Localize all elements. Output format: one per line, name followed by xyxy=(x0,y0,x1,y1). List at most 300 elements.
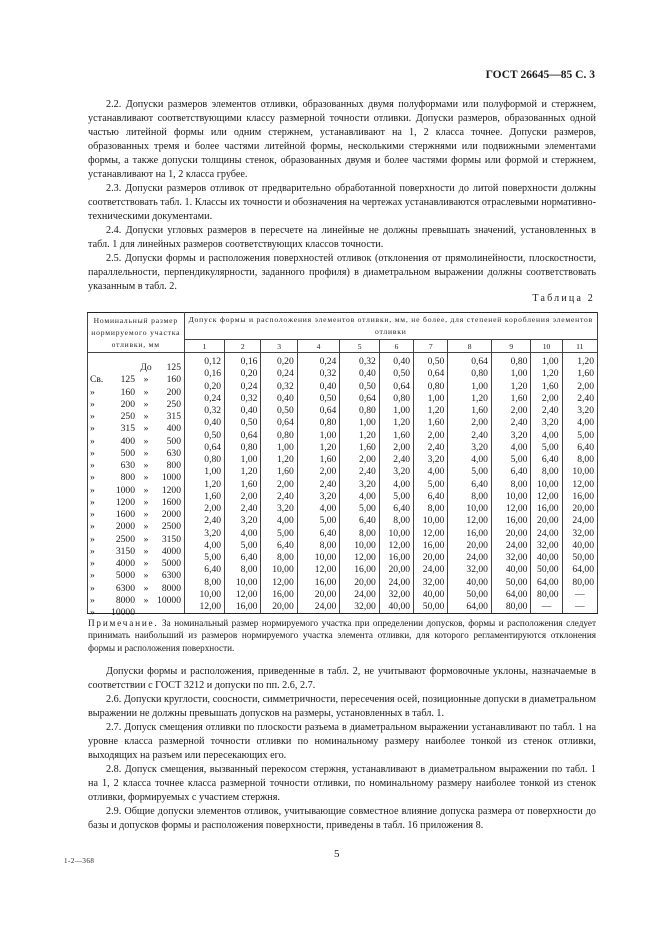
tolerance-value: 20,00 xyxy=(448,540,492,552)
tolerance-value: 20,00 xyxy=(414,552,448,564)
tolerance-value: 1,00 xyxy=(225,454,261,466)
tolerance-value: 3,20 xyxy=(340,479,379,491)
header-tolerance: Допуск формы и расположения элементов отливки, мм, не более, для степеней коробления элементов отливки xyxy=(184,313,597,340)
tolerance-value: 8,00 xyxy=(562,454,597,466)
tolerance-value: 0,50 xyxy=(340,381,379,393)
tolerance-value: 0,80 xyxy=(297,417,340,429)
tolerance-value: 0,80 xyxy=(184,454,225,466)
tolerance-value: 2,40 xyxy=(261,491,297,503)
size-range-cell xyxy=(88,503,185,521)
tolerance-value: 40,00 xyxy=(531,552,562,564)
tolerance-value: 2,00 xyxy=(340,454,379,466)
tolerance-value: 2,40 xyxy=(448,430,492,442)
tolerance-value: — xyxy=(562,601,597,614)
footer-code: 1-2—368 xyxy=(64,857,95,865)
tolerance-value: 10,00 xyxy=(448,503,492,515)
tolerance-value: 0,32 xyxy=(261,381,297,393)
tolerance-value: 0,50 xyxy=(184,430,225,442)
tolerance-value: 6,40 xyxy=(184,564,225,576)
tolerance-value: 16,00 xyxy=(531,503,562,515)
tolerance-value: 1,20 xyxy=(379,417,413,429)
table-row xyxy=(88,430,598,442)
tolerance-value: 16,00 xyxy=(562,491,597,503)
tolerance-value: 24,00 xyxy=(491,540,530,552)
tolerance-value: 3,20 xyxy=(531,417,562,429)
document-header: ГОСТ 26645—85 С. 3 xyxy=(485,69,595,81)
range-to: 4000 xyxy=(161,545,181,557)
tolerance-value: 2,40 xyxy=(297,479,340,491)
range-prefix: » xyxy=(90,460,95,472)
tolerance-value: 1,00 xyxy=(448,381,492,393)
paragraph-2-6: 2.6. Допуски круглости, соосности, симметричности, пересечения осей, позиционные допуски в диаметральном выражении не должны превышать допусков на размеры, установленных в табл. 1. xyxy=(88,694,596,719)
tolerance-value: 2,40 xyxy=(184,515,225,527)
tolerance-value: 12,00 xyxy=(531,491,562,503)
tolerance-value: 1,00 xyxy=(531,353,562,369)
range-from: 4000 xyxy=(115,558,135,570)
tolerance-value: 64,00 xyxy=(448,601,492,614)
tolerance-value: 50,00 xyxy=(414,601,448,614)
tolerance-value: 1,00 xyxy=(261,442,297,454)
tolerance-value: 2,00 xyxy=(379,442,413,454)
range-prefix: » xyxy=(90,533,95,545)
tolerance-value: 20,00 xyxy=(531,515,562,527)
tolerance-value: 0,80 xyxy=(225,442,261,454)
tolerance-value: 24,00 xyxy=(531,528,562,540)
range-prefix-to: » xyxy=(143,411,149,423)
tolerance-value: 6,40 xyxy=(448,479,492,491)
tolerance-value: 32,00 xyxy=(379,589,413,601)
tolerance-value: 1,20 xyxy=(414,405,448,417)
tolerance-value: 24,00 xyxy=(297,601,340,614)
tolerance-value: 10,00 xyxy=(225,577,261,589)
range-prefix-to: » xyxy=(143,509,149,521)
range-prefix-to: » xyxy=(143,386,149,398)
size-range-cell xyxy=(88,479,185,496)
size-range-cell xyxy=(88,353,185,374)
tolerance-value: 0,64 xyxy=(184,442,225,454)
tolerance-value: 4,00 xyxy=(184,540,225,552)
tolerance-value: 24,00 xyxy=(414,564,448,576)
tolerance-value: 2,40 xyxy=(531,405,562,417)
note-text: За номинальный размер нормируемого участка при определении допусков, формы и расположения следует принимать наибольший из размеров нормируемого участка элемента отливки, для которого регламентируются отклонения формы и расположения поверхности. xyxy=(88,618,596,653)
tolerance-value: 20,00 xyxy=(340,577,379,589)
tolerance-value: 12,00 xyxy=(379,540,413,552)
range-prefix-to: » xyxy=(143,398,149,410)
page-number: 5 xyxy=(334,848,340,860)
tolerance-value: 1,20 xyxy=(448,393,492,405)
table-row xyxy=(88,405,598,417)
range-to: 800 xyxy=(166,460,181,472)
tolerance-value: 12,00 xyxy=(562,479,597,491)
tolerance-value: 0,64 xyxy=(340,393,379,405)
range-prefix: » xyxy=(90,607,95,619)
tolerance-value: 6,40 xyxy=(379,503,413,515)
size-range-cell xyxy=(88,601,185,619)
tolerance-value: 4,00 xyxy=(491,442,530,454)
tolerance-value: 0,80 xyxy=(448,368,492,380)
tolerance-value: 1,20 xyxy=(184,479,225,491)
tolerance-value: 24,00 xyxy=(340,589,379,601)
tolerance-value: 0,16 xyxy=(225,353,261,369)
tolerance-value: 2,00 xyxy=(562,381,597,393)
tolerance-value: 0,20 xyxy=(261,353,297,369)
degree-header: 10 xyxy=(531,340,562,353)
tolerance-value: 1,60 xyxy=(448,405,492,417)
tolerance-value: 64,00 xyxy=(531,577,562,589)
tolerance-value: 10,00 xyxy=(531,479,562,491)
tolerance-value: 1,00 xyxy=(340,417,379,429)
degree-header: 3 xyxy=(261,340,297,353)
tolerance-value: 0,80 xyxy=(414,381,448,393)
range-to: 250 xyxy=(166,398,181,410)
range-from: 160 xyxy=(120,386,135,398)
range-to: 1200 xyxy=(161,484,181,496)
table-row xyxy=(88,442,598,454)
range-from: 8000 xyxy=(115,594,135,606)
range-prefix: » xyxy=(90,447,95,459)
size-range-cell xyxy=(88,552,185,570)
degree-header: 9 xyxy=(491,340,530,353)
tolerance-value: 0,40 xyxy=(297,381,340,393)
tolerance-value: 2,40 xyxy=(562,393,597,405)
table-row xyxy=(88,393,598,405)
table-row xyxy=(88,552,598,564)
size-range-cell xyxy=(88,442,185,459)
tolerance-value: 64,00 xyxy=(491,589,530,601)
tolerance-value: 2,00 xyxy=(448,417,492,429)
tolerance-value: 2,40 xyxy=(414,442,448,454)
tolerance-value: 0,80 xyxy=(261,430,297,442)
tolerance-value: 40,00 xyxy=(448,577,492,589)
tolerance-value: 0,50 xyxy=(297,393,340,405)
tolerance-value: 5,00 xyxy=(261,528,297,540)
tolerance-value: 20,00 xyxy=(562,503,597,515)
range-from: 200 xyxy=(120,398,135,410)
tolerance-value: — xyxy=(562,589,597,601)
tolerance-value: 0,20 xyxy=(184,381,225,393)
range-prefix-to: » xyxy=(143,447,149,459)
tolerance-value: 0,64 xyxy=(379,381,413,393)
range-prefix-to: » xyxy=(143,570,149,582)
tolerance-value: 1,20 xyxy=(225,466,261,478)
tolerance-value: 0,80 xyxy=(340,405,379,417)
tolerance-value: 12,00 xyxy=(491,503,530,515)
tolerance-value: 1,60 xyxy=(379,430,413,442)
tolerance-value: 0,64 xyxy=(297,405,340,417)
tolerance-value: 16,00 xyxy=(414,540,448,552)
tolerance-value: 10,00 xyxy=(379,528,413,540)
table-row xyxy=(88,577,598,589)
table-row xyxy=(88,589,598,601)
tolerance-value: 2,40 xyxy=(340,466,379,478)
range-prefix-to: До xyxy=(140,362,152,374)
tolerance-value: 3,20 xyxy=(261,503,297,515)
note-label: Примечание. xyxy=(88,618,159,628)
tolerance-value: 8,00 xyxy=(414,503,448,515)
table-body xyxy=(88,353,598,619)
tolerance-value: 50,00 xyxy=(491,577,530,589)
degree-header: 1 xyxy=(184,340,225,353)
tolerance-value: 16,00 xyxy=(225,601,261,614)
tolerance-value: 1,00 xyxy=(491,368,530,380)
range-from: 3150 xyxy=(115,545,135,557)
paragraph-2-9: 2.9. Общие допуски элементов отливок, учитывающие совместное влияние допуска размера от поверхности до базы и допусков формы и расположения поверхности, приведены в табл. 16 приложения 8. xyxy=(88,806,596,831)
tolerance-value: 24,00 xyxy=(379,577,413,589)
tolerance-value: 8,00 xyxy=(448,491,492,503)
paragraph-note-forms: Допуски формы и расположения, приведенные в табл. 2, не учитывают формовочные уклоны, назначаемые в соответствии с ГОСТ 3212 и допуски по пп. 2.6, 2.7. xyxy=(88,666,596,691)
tolerance-value: 6,40 xyxy=(562,442,597,454)
tolerance-value: 0,64 xyxy=(448,353,492,369)
range-from: 400 xyxy=(120,435,135,447)
size-range-cell xyxy=(88,540,185,557)
range-from: 315 xyxy=(120,423,135,435)
size-range-cell xyxy=(88,589,185,606)
tolerance-value: 40,00 xyxy=(414,589,448,601)
tolerance-value: 2,00 xyxy=(297,466,340,478)
size-range-cell xyxy=(88,393,185,410)
tolerance-value: 5,00 xyxy=(491,454,530,466)
tolerance-value: 1,20 xyxy=(261,454,297,466)
tolerance-value: 1,60 xyxy=(562,368,597,380)
tolerance-value: 2,00 xyxy=(531,393,562,405)
range-prefix-to: » xyxy=(143,472,149,484)
range-prefix-to: » xyxy=(143,545,149,557)
tolerance-value: 8,00 xyxy=(261,552,297,564)
tolerance-value: 6,40 xyxy=(261,540,297,552)
tolerance-value: 16,00 xyxy=(297,577,340,589)
tolerance-value: 0,32 xyxy=(297,368,340,380)
tolerance-value: 40,00 xyxy=(491,564,530,576)
tolerance-value: 8,00 xyxy=(297,540,340,552)
tolerance-value: 5,00 xyxy=(340,503,379,515)
tolerance-value: 32,00 xyxy=(414,577,448,589)
degree-header: 7 xyxy=(414,340,448,353)
range-from: 10000 xyxy=(111,607,135,619)
size-range-cell xyxy=(88,430,185,447)
tolerance-value: 0,24 xyxy=(261,368,297,380)
tolerance-value: 8,00 xyxy=(340,528,379,540)
table-row xyxy=(88,368,598,380)
range-prefix: Св. xyxy=(90,374,104,386)
header-nominal-size: Номинальный размер нормируемого участка отливки, мм xyxy=(88,313,185,353)
range-from: 1200 xyxy=(115,496,135,508)
paragraph-2-2: 2.2. Допуски размеров элементов отливки, образованных двумя полуформами или полуформой и стержнем, устанавливают соответствующими классу размерной точности отливки. Допуски размеров, образованных одной частью литейной формы или одним стержнем, устанавливают на 1, 2 класса точнее. Допуски размеров, образованных тремя и более частями литейной формы, несколькими стержнями или подвижными элементами формы, а также допуски толщины стенок, образованных двумя и более частями формы или формой и стержнем, устанавливают на 1, 2 класса грубее. xyxy=(88,99,596,180)
tolerance-value: 80,00 xyxy=(562,577,597,589)
tolerance-value: 2,40 xyxy=(225,503,261,515)
tolerance-value: 1,00 xyxy=(379,405,413,417)
tolerance-value: 4,00 xyxy=(531,430,562,442)
tolerance-value: 4,00 xyxy=(261,515,297,527)
range-to: 500 xyxy=(166,435,181,447)
tolerance-value: 6,40 xyxy=(297,528,340,540)
tolerance-value: 1,00 xyxy=(184,466,225,478)
tolerance-value: 5,00 xyxy=(297,515,340,527)
range-to: 1600 xyxy=(161,496,181,508)
tolerance-value: 8,00 xyxy=(225,564,261,576)
tolerance-value: 2,00 xyxy=(261,479,297,491)
tolerance-value: 2,00 xyxy=(184,503,225,515)
range-from: 6300 xyxy=(115,582,135,594)
size-range-cell xyxy=(88,491,185,508)
tolerance-value: 1,20 xyxy=(562,353,597,369)
range-to: 400 xyxy=(166,423,181,435)
tolerance-value: 0,24 xyxy=(225,381,261,393)
tolerance-value: 50,00 xyxy=(531,564,562,576)
range-from: 125 xyxy=(120,374,135,386)
tolerance-value: 0,50 xyxy=(414,353,448,369)
tolerance-value: 16,00 xyxy=(448,528,492,540)
tolerance-value: 64,00 xyxy=(562,564,597,576)
degree-header: 4 xyxy=(297,340,340,353)
size-range-cell xyxy=(88,577,185,594)
tolerance-value: 0,40 xyxy=(261,393,297,405)
tolerance-value: 0,40 xyxy=(225,405,261,417)
tolerance-value: 1,00 xyxy=(297,430,340,442)
tolerance-value: 4,00 xyxy=(562,417,597,429)
tolerance-value: 0,64 xyxy=(225,430,261,442)
tolerance-value: 12,00 xyxy=(297,564,340,576)
tolerance-value: 3,20 xyxy=(297,491,340,503)
tolerance-value: 4,00 xyxy=(340,491,379,503)
tolerance-value: 1,20 xyxy=(340,430,379,442)
tolerance-value: 4,00 xyxy=(297,503,340,515)
tolerance-value: 3,20 xyxy=(562,405,597,417)
range-prefix: » xyxy=(90,423,95,435)
tolerance-value: 6,40 xyxy=(340,515,379,527)
tolerance-value: 10,00 xyxy=(562,466,597,478)
range-prefix-to: » xyxy=(143,521,149,533)
tolerance-value: 6,40 xyxy=(531,454,562,466)
range-to: 8000 xyxy=(161,582,181,594)
tolerance-value: 0,50 xyxy=(225,417,261,429)
tolerance-value: 24,00 xyxy=(562,515,597,527)
table-row xyxy=(88,353,598,369)
range-prefix: » xyxy=(90,545,95,557)
tolerance-value: 16,00 xyxy=(379,552,413,564)
tolerance-value: 2,40 xyxy=(491,417,530,429)
degree-header: 6 xyxy=(379,340,413,353)
range-to: 630 xyxy=(166,447,181,459)
tolerance-value: 10,00 xyxy=(414,515,448,527)
range-from: 500 xyxy=(120,447,135,459)
tolerance-value: 3,20 xyxy=(414,454,448,466)
tolerance-value: 2,40 xyxy=(379,454,413,466)
tolerance-value: 0,50 xyxy=(261,405,297,417)
table-note xyxy=(88,617,596,654)
tolerance-value: 20,00 xyxy=(261,601,297,614)
tolerance-value: 4,00 xyxy=(448,454,492,466)
tolerance-value: 5,00 xyxy=(531,442,562,454)
paragraph-2-4: 2.4. Допуски угловых размеров в пересчете на линейные не должны превышать значений, установленных в табл. 1 для линейных размеров соответствующих классов точности. xyxy=(88,225,596,250)
tolerance-value: 1,20 xyxy=(491,381,530,393)
size-range-cell xyxy=(88,381,185,398)
range-from: 1000 xyxy=(115,484,135,496)
tolerance-value: 80,00 xyxy=(491,601,530,614)
tolerance-value: 1,60 xyxy=(184,491,225,503)
range-prefix-to: » xyxy=(143,484,149,496)
range-from: 5000 xyxy=(115,570,135,582)
tolerance-value: 1,20 xyxy=(297,442,340,454)
range-prefix: » xyxy=(90,435,95,447)
tolerance-value: — xyxy=(531,601,562,614)
tolerance-value: 6,40 xyxy=(491,466,530,478)
tolerance-value: 10,00 xyxy=(297,552,340,564)
range-to: 3150 xyxy=(161,533,181,545)
tolerance-value: 1,60 xyxy=(491,393,530,405)
table-row xyxy=(88,491,598,503)
range-prefix: » xyxy=(90,386,95,398)
tolerance-value: 0,20 xyxy=(225,368,261,380)
tolerance-value: 0,12 xyxy=(184,353,225,369)
tolerance-value: 24,00 xyxy=(448,552,492,564)
range-prefix: » xyxy=(90,570,95,582)
tolerance-value: 6,40 xyxy=(414,491,448,503)
tolerance-value: 8,00 xyxy=(379,515,413,527)
paragraph-2-7: 2.7. Допуск смещения отливки по плоскости разъема в диаметральном выражении устанавливают по табл. 1 на уровне класса размерной точности отливки по номинальному размеру наиболее тонкой из стенок отливки, выходящих на разъем или пересекающих его. xyxy=(88,722,596,761)
range-to: 315 xyxy=(166,411,181,423)
tolerance-value: 5,00 xyxy=(379,491,413,503)
tolerance-value: 1,60 xyxy=(340,442,379,454)
tolerance-value: 3,20 xyxy=(448,442,492,454)
tolerance-value: 12,00 xyxy=(261,577,297,589)
table-row xyxy=(88,528,598,540)
range-prefix: » xyxy=(90,558,95,570)
range-prefix-to: » xyxy=(143,423,149,435)
table-row xyxy=(88,503,598,515)
range-prefix-to: » xyxy=(143,558,149,570)
paragraph-2-3: 2.3. Допуски размеров отливок от предварительно обработанной поверхности до литой поверхности должны соответствовать табл. 1. Классы их точности и обозначения на чертежах устанавливаются отраслевыми нормативно-техническими документами. xyxy=(88,183,596,222)
tolerance-value: 3,20 xyxy=(491,430,530,442)
tolerance-value: 12,00 xyxy=(414,528,448,540)
range-prefix: » xyxy=(90,398,95,410)
tolerance-value: 2,00 xyxy=(414,430,448,442)
range-prefix: » xyxy=(90,521,95,533)
range-prefix: » xyxy=(90,411,95,423)
tolerance-table xyxy=(87,312,598,619)
tolerance-value: 12,00 xyxy=(184,601,225,614)
size-range-cell xyxy=(88,564,185,582)
table-row xyxy=(88,515,598,527)
table-row xyxy=(88,466,598,478)
tolerance-value: 8,00 xyxy=(491,479,530,491)
range-prefix: » xyxy=(90,509,95,521)
tolerance-value: 32,00 xyxy=(562,528,597,540)
tolerance-value: 20,00 xyxy=(491,528,530,540)
range-prefix: » xyxy=(90,594,95,606)
tolerance-value: 12,00 xyxy=(340,552,379,564)
tolerance-value: 0,32 xyxy=(225,393,261,405)
table-row xyxy=(88,479,598,491)
tolerance-value: 1,60 xyxy=(414,417,448,429)
tolerance-value: 4,00 xyxy=(379,479,413,491)
range-prefix-to: » xyxy=(143,533,149,545)
tolerance-value: 4,00 xyxy=(414,466,448,478)
tolerance-value: 0,64 xyxy=(414,368,448,380)
tolerance-value: 1,60 xyxy=(297,454,340,466)
range-prefix-to: » xyxy=(143,374,149,386)
range-to: 2000 xyxy=(161,509,181,521)
table-row xyxy=(88,564,598,576)
tolerance-value: 5,00 xyxy=(225,540,261,552)
range-from: 2000 xyxy=(115,521,135,533)
range-from: 1600 xyxy=(115,509,135,521)
range-prefix-to: » xyxy=(143,496,149,508)
tolerance-value: 0,50 xyxy=(379,368,413,380)
tolerance-value: 0,16 xyxy=(184,368,225,380)
tolerance-value: 50,00 xyxy=(562,552,597,564)
table-caption: Таблица 2 xyxy=(532,293,595,304)
tolerance-value: 16,00 xyxy=(491,515,530,527)
